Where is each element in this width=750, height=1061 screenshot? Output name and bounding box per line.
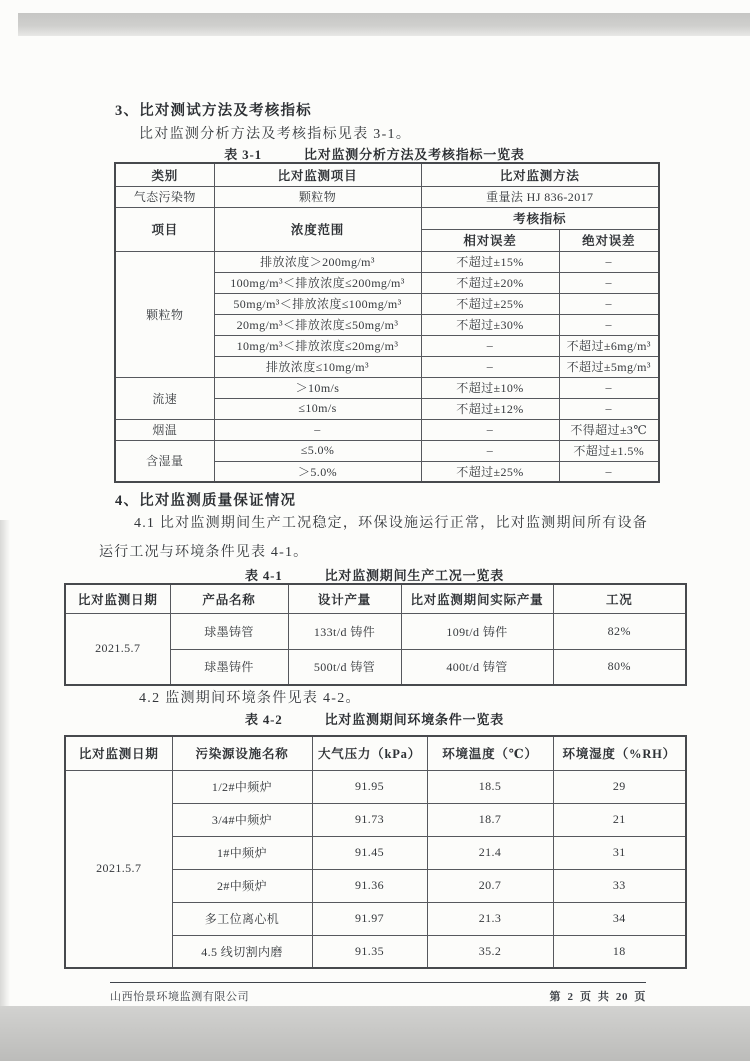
subheader-index: 考核指标 xyxy=(421,207,659,229)
cell-pressure: 91.97 xyxy=(312,902,427,935)
cell-category: 气态污染物 xyxy=(115,186,214,207)
cell-abs-error: 不得超过±3℃ xyxy=(559,419,659,440)
header-monitor-method: 比对监测方法 xyxy=(421,163,659,186)
scan-edge-top xyxy=(18,13,750,36)
header-monitor-item: 比对监测项目 xyxy=(214,163,421,186)
table-row xyxy=(115,207,659,229)
cell-actual-output: 400t/d 铸管 xyxy=(401,649,553,685)
cell-rel-error: – xyxy=(421,419,559,440)
cell-rel-error: 不超过±30% xyxy=(421,314,559,335)
table-row xyxy=(65,770,686,803)
group-flue-temperature: 烟温 xyxy=(115,419,214,440)
cell-pressure: 91.35 xyxy=(312,935,427,968)
cell-pressure: 91.95 xyxy=(312,770,427,803)
cell-abs-error: – xyxy=(559,461,659,482)
table-4-1-caption-label: 表 4-1 xyxy=(245,568,283,583)
cell-abs-error: 不超过±1.5% xyxy=(559,440,659,461)
table-4-2-caption-title: 比对监测期间环境条件一览表 xyxy=(324,712,504,727)
table-row xyxy=(115,251,659,272)
cell-rel-error: 不超过±10% xyxy=(421,377,559,398)
header-category: 类别 xyxy=(115,163,214,186)
cell-temperature: 35.2 xyxy=(427,935,553,968)
cell-range: ≤5.0% xyxy=(214,440,421,461)
scan-edge-bottom xyxy=(0,1006,750,1061)
cell-temperature: 21.4 xyxy=(427,836,553,869)
cell-abs-error: – xyxy=(559,272,659,293)
table-4-2-caption-label: 表 4-2 xyxy=(245,712,283,727)
table-row xyxy=(115,419,659,440)
cell-abs-error: – xyxy=(559,377,659,398)
cell-rel-error: – xyxy=(421,356,559,377)
table-4-1 xyxy=(64,583,687,686)
paragraph-4-2: 4.2 监测期间环境条件见表 4-2。 xyxy=(139,691,361,706)
cell-range: ＞10m/s xyxy=(214,377,421,398)
cell-design-output: 133t/d 铸件 xyxy=(288,613,401,649)
cell-actual-output: 109t/d 铸件 xyxy=(401,613,553,649)
subheader-relative-error: 相对误差 xyxy=(421,229,559,251)
table-4-2 xyxy=(64,735,687,969)
cell-item: 颗粒物 xyxy=(214,186,421,207)
table-row xyxy=(65,613,686,649)
table-row xyxy=(115,163,659,186)
cell-range: 100mg/m³＜排放浓度≤200mg/m³ xyxy=(214,272,421,293)
cell-design-output: 500t/d 铸管 xyxy=(288,649,401,685)
cell-facility: 1/2#中频炉 xyxy=(172,770,312,803)
cell-load: 82% xyxy=(553,613,686,649)
cell-abs-error: – xyxy=(559,398,659,419)
cell-product: 球墨铸件 xyxy=(170,649,288,685)
cell-range: ≤10m/s xyxy=(214,398,421,419)
cell-rel-error: 不超过±25% xyxy=(421,293,559,314)
group-particulate: 颗粒物 xyxy=(115,251,214,377)
footer-page-number: 第 2 页 共 20 页 xyxy=(549,991,646,1003)
cell-load: 80% xyxy=(553,649,686,685)
cell-monitor-date: 2021.5.7 xyxy=(65,770,172,968)
cell-facility: 4.5 线切割内磨 xyxy=(172,935,312,968)
cell-range: 20mg/m³＜排放浓度≤50mg/m³ xyxy=(214,314,421,335)
table-3-1-caption-label: 表 3-1 xyxy=(224,147,262,162)
header-temperature: 环境温度（℃） xyxy=(427,736,553,770)
cell-temperature: 18.7 xyxy=(427,803,553,836)
header-product-name: 产品名称 xyxy=(170,584,288,613)
cell-abs-error: – xyxy=(559,293,659,314)
header-pressure: 大气压力（kPa） xyxy=(312,736,427,770)
header-monitor-date: 比对监测日期 xyxy=(65,584,170,613)
cell-range: 10mg/m³＜排放浓度≤20mg/m³ xyxy=(214,335,421,356)
cell-abs-error: 不超过±6mg/m³ xyxy=(559,335,659,356)
cell-rel-error: – xyxy=(421,440,559,461)
cell-humidity: 29 xyxy=(553,770,686,803)
cell-facility: 多工位离心机 xyxy=(172,902,312,935)
cell-facility: 1#中频炉 xyxy=(172,836,312,869)
section4-heading: 4、比对监测质量保证情况 xyxy=(115,493,297,509)
cell-range: 50mg/m³＜排放浓度≤100mg/m³ xyxy=(214,293,421,314)
cell-monitor-date: 2021.5.7 xyxy=(65,613,170,685)
header-actual-output: 比对监测期间实际产量 xyxy=(401,584,553,613)
cell-pressure: 91.36 xyxy=(312,869,427,902)
cell-rel-error: 不超过±15% xyxy=(421,251,559,272)
table-row xyxy=(115,440,659,461)
cell-rel-error: 不超过±12% xyxy=(421,398,559,419)
section3-heading: 3、比对测试方法及考核指标 xyxy=(115,103,312,119)
paragraph-4-1: 4.1 比对监测期间生产工况稳定，环保设施运行正常，比对监测期间所有设备运行工况与环境条件见表 4-1。 xyxy=(99,516,648,560)
cell-product: 球墨铸管 xyxy=(170,613,288,649)
cell-facility: 3/4#中频炉 xyxy=(172,803,312,836)
table-row xyxy=(115,377,659,398)
header-facility-name: 污染源设施名称 xyxy=(172,736,312,770)
page-footer xyxy=(110,982,646,1004)
table-row xyxy=(65,584,686,613)
cell-abs-error: 不超过±5mg/m³ xyxy=(559,356,659,377)
cell-rel-error: 不超过±20% xyxy=(421,272,559,293)
table-3-1-caption xyxy=(64,144,685,163)
cell-humidity: 21 xyxy=(553,803,686,836)
table-4-2-caption xyxy=(64,709,685,728)
cell-range: 排放浓度≤10mg/m³ xyxy=(214,356,421,377)
cell-temperature: 20.7 xyxy=(427,869,553,902)
table-3-1-caption-title: 比对监测分析方法及考核指标一览表 xyxy=(303,147,525,162)
cell-facility: 2#中频炉 xyxy=(172,869,312,902)
cell-rel-error: – xyxy=(421,335,559,356)
table-row xyxy=(115,186,659,207)
footer-company-name: 山西怡景环境监测有限公司 xyxy=(110,991,250,1003)
cell-temperature: 21.3 xyxy=(427,902,553,935)
subheader-absolute-error: 绝对误差 xyxy=(559,229,659,251)
header-humidity: 环境湿度（%RH） xyxy=(553,736,686,770)
subheader-range: 浓度范围 xyxy=(214,207,421,251)
cell-rel-error: 不超过±25% xyxy=(421,461,559,482)
table-4-1-caption xyxy=(64,565,685,584)
cell-range: 排放浓度＞200mg/m³ xyxy=(214,251,421,272)
section3-intro: 比对监测分析方法及考核指标见表 3-1。 xyxy=(139,127,412,142)
group-moisture: 含湿量 xyxy=(115,440,214,482)
cell-pressure: 91.73 xyxy=(312,803,427,836)
header-load: 工况 xyxy=(553,584,686,613)
table-4-1-caption-title: 比对监测期间生产工况一览表 xyxy=(324,568,504,583)
group-flow-velocity: 流速 xyxy=(115,377,214,419)
cell-humidity: 31 xyxy=(553,836,686,869)
table-row xyxy=(65,736,686,770)
table-3-1 xyxy=(114,162,660,483)
cell-abs-error: – xyxy=(559,251,659,272)
header-monitor-date: 比对监测日期 xyxy=(65,736,172,770)
header-design-output: 设计产量 xyxy=(288,584,401,613)
cell-method: 重量法 HJ 836-2017 xyxy=(421,186,659,207)
cell-humidity: 18 xyxy=(553,935,686,968)
cell-humidity: 33 xyxy=(553,869,686,902)
cell-pressure: 91.45 xyxy=(312,836,427,869)
subheader-project: 项目 xyxy=(115,207,214,251)
cell-temperature: 18.5 xyxy=(427,770,553,803)
cell-humidity: 34 xyxy=(553,902,686,935)
cell-abs-error: – xyxy=(559,314,659,335)
cell-range: ＞5.0% xyxy=(214,461,421,482)
scan-edge-left xyxy=(0,520,10,1006)
cell-range: – xyxy=(214,419,421,440)
